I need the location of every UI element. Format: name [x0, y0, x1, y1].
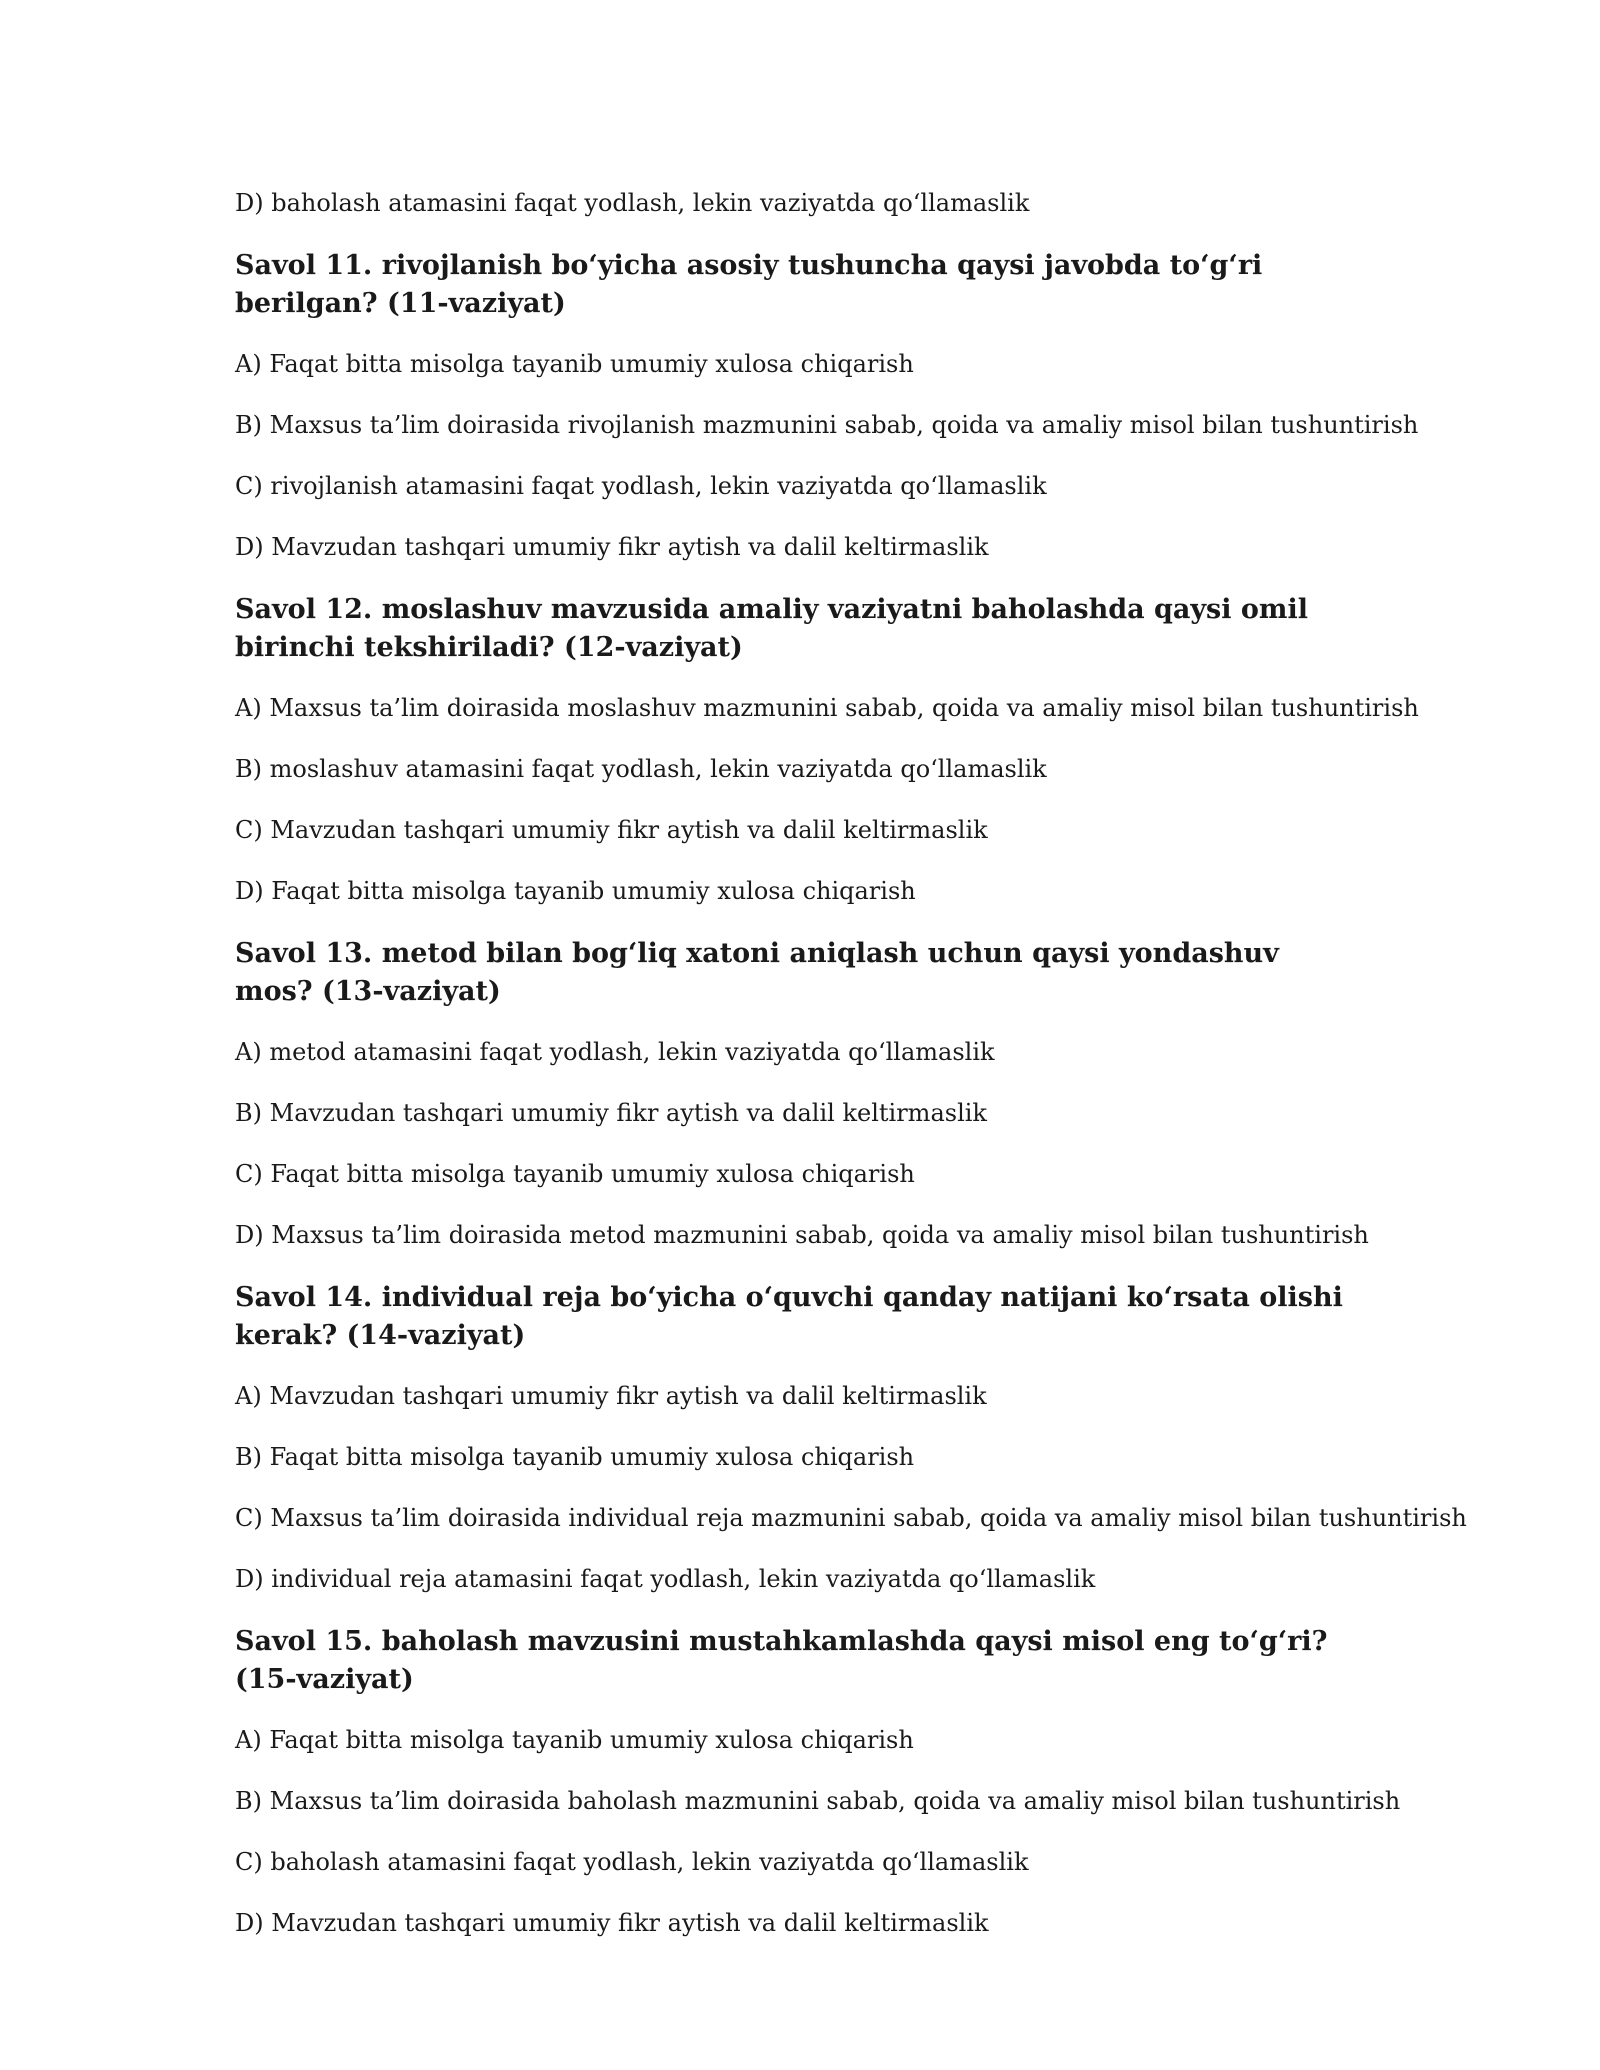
question-block-15: [235, 1623, 1401, 1940]
answer-option-c: C) Mavzudan tashqari umumiy fikr aytish va dalil keltirmaslik: [235, 816, 988, 844]
answer-option: D) baholash atamasini faqat yodlash, lekin vaziyatda qo‘llamaslik: [235, 189, 1030, 217]
answer-option-b: B) Mavzudan tashqari umumiy fikr aytish va dalil keltirmaslik: [235, 1099, 987, 1127]
answer-option-c: C) rivojlanish atamasini faqat yodlash, lekin vaziyatda qo‘llamaslik: [235, 472, 1047, 500]
document-page: [235, 186, 1467, 1967]
question-block-11: [235, 247, 1419, 564]
answer-option-d: D) Mavzudan tashqari umumiy fikr aytish va dalil keltirmaslik: [235, 533, 989, 561]
answer-option-d: D) individual reja atamasini faqat yodlash, lekin vaziyatda qo‘llamaslik: [235, 1565, 1096, 1593]
question-title: Savol 12. moslashuv mavzusida amaliy vaziyatni baholashda qaysi omil birinchi tekshiriladi? (12-vaziyat): [235, 594, 1308, 663]
answer-option-b: B) Maxsus ta’lim doirasida rivojlanish mazmunini sabab, qoida va amaliy misol bilan tushuntirish: [235, 411, 1419, 439]
answer-option-c: C) Faqat bitta misolga tayanib umumiy xulosa chiqarish: [235, 1160, 915, 1188]
answer-option-a: A) Faqat bitta misolga tayanib umumiy xulosa chiqarish: [235, 350, 914, 378]
answer-option-b: B) moslashuv atamasini faqat yodlash, lekin vaziyatda qo‘llamaslik: [235, 755, 1047, 783]
answer-option-a: A) Mavzudan tashqari umumiy fikr aytish va dalil keltirmaslik: [235, 1382, 987, 1410]
answer-option-d: D) Faqat bitta misolga tayanib umumiy xulosa chiqarish: [235, 877, 916, 905]
answer-option-c: C) Maxsus ta’lim doirasida individual reja mazmunini sabab, qoida va amaliy misol bilan tushuntirish: [235, 1504, 1467, 1532]
answer-option-a: A) Faqat bitta misolga tayanib umumiy xulosa chiqarish: [235, 1726, 914, 1754]
question-block-12: [235, 591, 1419, 908]
question-title: Savol 15. baholash mavzusini mustahkamlashda qaysi misol eng to‘g‘ri? (15-vaziyat): [235, 1626, 1328, 1695]
question-block-13: [235, 935, 1369, 1252]
answer-option-d: D) Mavzudan tashqari umumiy fikr aytish va dalil keltirmaslik: [235, 1909, 989, 1937]
answer-option-a: A) Maxsus ta’lim doirasida moslashuv mazmunini sabab, qoida va amaliy misol bilan tushuntirish: [235, 694, 1419, 722]
answer-option-c: C) baholash atamasini faqat yodlash, lekin vaziyatda qo‘llamaslik: [235, 1848, 1029, 1876]
question-block-14: [235, 1279, 1467, 1596]
question-title: Savol 11. rivojlanish bo‘yicha asosiy tushuncha qaysi javobda to‘g‘ri berilgan? (11-vaziyat): [235, 250, 1263, 319]
answer-option-a: A) metod atamasini faqat yodlash, lekin vaziyatda qo‘llamaslik: [235, 1038, 995, 1066]
question-title: Savol 14. individual reja bo‘yicha o‘quvchi qanday natijani ko‘rsata olishi kerak? (14-vaziyat): [235, 1282, 1343, 1351]
answer-option-b: B) Faqat bitta misolga tayanib umumiy xulosa chiqarish: [235, 1443, 915, 1471]
answer-option-b: B) Maxsus ta’lim doirasida baholash mazmunini sabab, qoida va amaliy misol bilan tushuntirish: [235, 1787, 1401, 1815]
answer-option-d: D) Maxsus ta’lim doirasida metod mazmunini sabab, qoida va amaliy misol bilan tushuntirish: [235, 1221, 1369, 1249]
question-title: Savol 13. metod bilan bog‘liq xatoni aniqlash uchun qaysi yondashuv mos? (13-vaziyat): [235, 938, 1279, 1007]
